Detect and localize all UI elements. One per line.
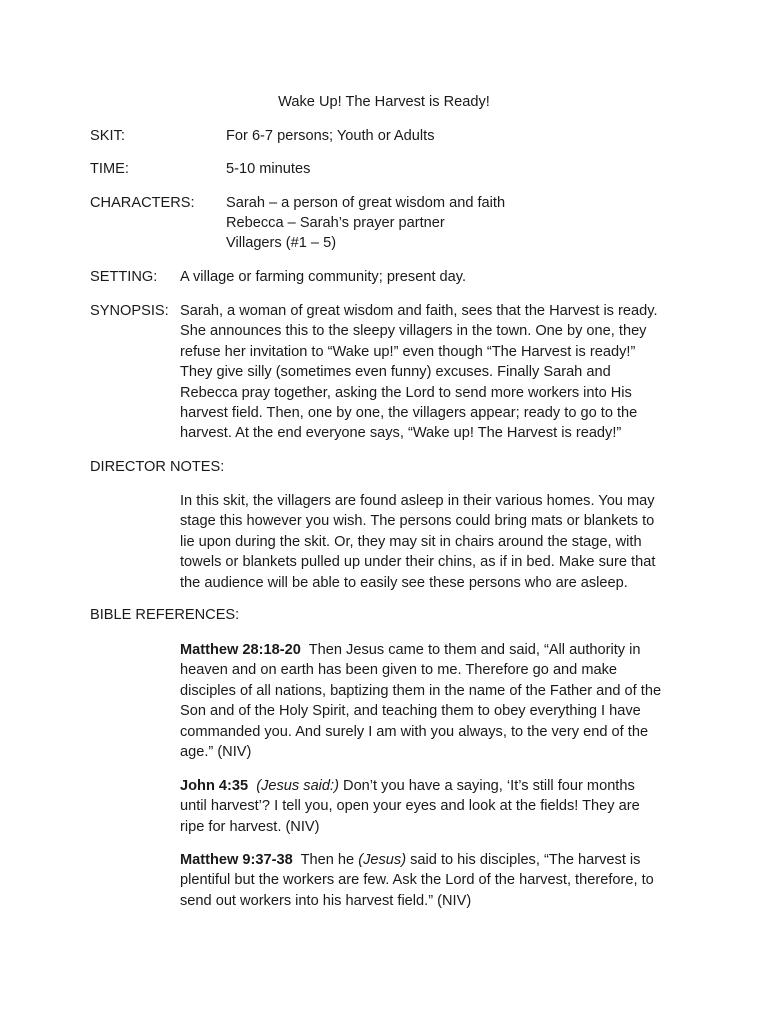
- director-notes-text: [180, 491, 680, 593]
- reference-first-line: [180, 776, 680, 796]
- bible-references-label: BIBLE REFERENCES:: [90, 607, 240, 623]
- skit-label: SKIT:: [90, 128, 125, 144]
- bible-reference: [180, 776, 680, 837]
- skit-value: For 6-7 persons; Youth or Adults: [226, 128, 435, 144]
- reference-citation: Matthew 9:37-38: [180, 852, 293, 868]
- reference-line: heaven and on earth has been given to me. Therefore go and make: [180, 662, 618, 679]
- reference-citation: John 4:35: [180, 778, 249, 794]
- reference-line: send out workers into his harvest field.” (NIV): [180, 892, 472, 909]
- character-line: Rebecca – Sarah’s prayer partner: [226, 215, 445, 231]
- page-title: Wake Up! The Harvest is Ready!: [278, 94, 490, 110]
- reference-text: Then Jesus came to them and said, “All authority in: [308, 642, 641, 658]
- director-notes-line: lie upon during the skit. Or, they may sit in chairs around the stage, with: [180, 533, 642, 550]
- director-notes-line: towels or blankets pulled up under their chins, as if in bed. Make sure that: [180, 554, 656, 571]
- director-notes-line: the audience will be able to easily see these persons who are asleep.: [180, 574, 628, 591]
- character-line: Sarah – a person of great wisdom and faith: [226, 195, 506, 211]
- reference-line: age.” (NIV): [180, 744, 252, 761]
- synopsis-line: harvest field. Then, one by one, the villagers appear; ready to go to the: [180, 405, 638, 422]
- reference-text: Then he: [300, 852, 355, 868]
- character-line: Villagers (#1 – 5): [226, 235, 337, 251]
- synopsis-line: Sarah, a woman of great wisdom and faith, sees that the Harvest is ready.: [180, 303, 658, 319]
- reference-first-line: [180, 640, 680, 660]
- bible-reference: [180, 850, 680, 911]
- reference-line: commanded you. And surely I am with you always, to the very end of the: [180, 723, 649, 740]
- reference-italic: (Jesus): [358, 852, 407, 868]
- synopsis-line: They give silly (sometimes even funny) excuses. Finally Sarah and: [180, 364, 611, 381]
- reference-italic: (Jesus said:): [256, 778, 339, 794]
- characters-label: CHARACTERS:: [90, 195, 195, 211]
- time-value: 5-10 minutes: [226, 161, 311, 177]
- reference-first-line: [180, 850, 680, 870]
- bible-reference: [180, 640, 680, 762]
- synopsis-line: She announces this to the sleepy villagers in the town. One by one, they: [180, 323, 647, 340]
- setting-value: A village or farming community; present day.: [180, 269, 467, 285]
- director-notes-line: stage this however you wish. The persons could bring mats or blankets to: [180, 513, 655, 530]
- director-notes-label: DIRECTOR NOTES:: [90, 459, 225, 475]
- reference-line: disciples of all nations, baptizing them in the name of the Father and of the: [180, 682, 662, 699]
- setting-label: SETTING:: [90, 269, 158, 285]
- synopsis-label: SYNOPSIS:: [90, 303, 169, 319]
- time-label: TIME:: [90, 161, 129, 177]
- reference-citation: Matthew 28:18-20: [180, 642, 301, 658]
- synopsis-line: harvest. At the end everyone says, “Wake up! The Harvest is ready!”: [180, 425, 622, 442]
- reference-line: plentiful but the workers are few. Ask the Lord of the harvest, therefore, to: [180, 872, 654, 889]
- synopsis-line: refuse her invitation to “Wake up!” even though “The Harvest is ready!”: [180, 343, 636, 360]
- reference-text: Don’t you have a saying, ‘It’s still four months: [343, 778, 635, 794]
- synopsis-line: Rebecca pray together, asking the Lord to send more workers into His: [180, 384, 632, 401]
- reference-line: until harvest’? I tell you, open your eyes and look at the fields! They are: [180, 798, 640, 815]
- reference-line: ripe for harvest. (NIV): [180, 818, 320, 835]
- director-notes-line: In this skit, the villagers are found asleep in their various homes. You may: [180, 493, 655, 509]
- reference-line: Son and of the Holy Spirit, and teaching them to obey everything I have: [180, 703, 641, 720]
- synopsis-text: [180, 301, 680, 444]
- reference-text: said to his disciples, “The harvest is: [410, 852, 641, 868]
